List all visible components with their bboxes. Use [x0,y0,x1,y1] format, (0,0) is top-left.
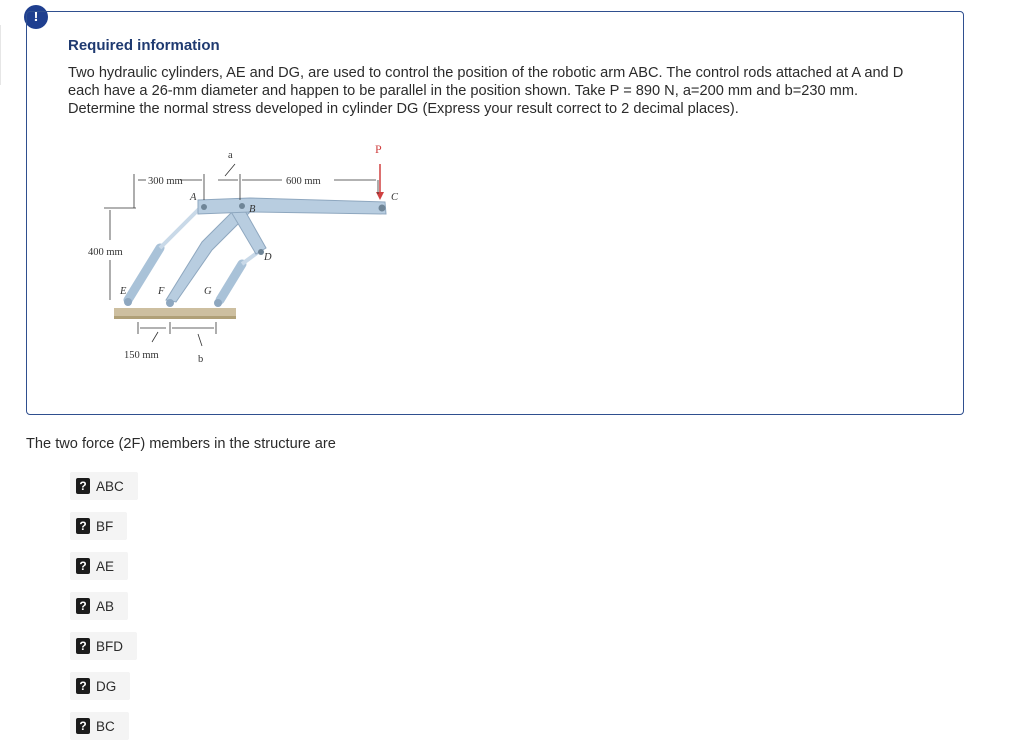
pin-c [379,205,386,212]
load-p-arrowhead [376,192,384,200]
figure-svg [80,140,420,370]
problem-statement: Two hydraulic cylinders, AE and DG, are used to control the position of the robotic arm ABC. The control rods attached at A and D each have a 26-mm diameter and happen to be parallel in the position shown. Take P = 890 N, a=200 mm and b=230 mm. Determine the normal stress developed in cylinder DG (Express your result correct to 2 decimal places). [68,65,904,117]
label-p: P [375,142,382,156]
pin-a [201,204,207,210]
robotic-arm-figure [80,140,420,370]
pin-g [214,299,222,307]
question-mark-icon: ? [76,478,90,494]
option-bc[interactable] [70,712,129,740]
label-150mm: 150 mm [124,350,159,361]
question-mark-icon: ? [76,678,90,694]
label-a-dim: a [228,150,233,161]
option-ab[interactable] [70,592,128,620]
question-mark-icon: ? [76,598,90,614]
cylinder-ae [128,248,160,300]
option-label: AB [96,598,115,614]
label-600mm: 600 mm [286,176,321,187]
question-mark-icon: ? [76,558,90,574]
arm-abc [198,198,386,214]
rod-a [160,206,202,248]
label-point-b: B [249,204,256,215]
ground-base-shadow [114,316,236,319]
option-label: ABC [96,478,124,494]
option-label: BFD [96,638,123,654]
label-300mm: 300 mm [148,176,183,187]
left-divider [0,25,1,85]
pin-e [124,298,132,306]
cylinder-dg [220,264,242,300]
pin-b [239,203,245,209]
question-prompt: The two force (2F) members in the structure are [26,436,336,452]
option-bf[interactable] [70,512,127,540]
question-mark-icon: ? [76,718,90,734]
label-b-dim: b [198,354,204,365]
option-ae[interactable] [70,552,128,580]
option-label: BF [96,518,114,534]
question-mark-icon: ? [76,638,90,654]
label-point-f: F [158,286,165,297]
pin-f [166,299,174,307]
option-label: BC [96,718,115,734]
option-label: DG [96,678,117,694]
label-point-a: A [190,192,197,203]
info-title: Required information [68,37,220,54]
question-mark-icon: ? [76,518,90,534]
option-abc[interactable] [70,472,138,500]
alert-icon: ! [24,5,48,29]
label-400mm: 400 mm [88,247,123,258]
option-bfd[interactable] [70,632,137,660]
option-dg[interactable] [70,672,130,700]
label-point-c: C [391,192,399,203]
label-point-d: D [264,252,272,263]
option-label: AE [96,558,115,574]
label-point-g: G [204,286,212,297]
ground-base [114,308,236,316]
label-point-e: E [120,286,127,297]
